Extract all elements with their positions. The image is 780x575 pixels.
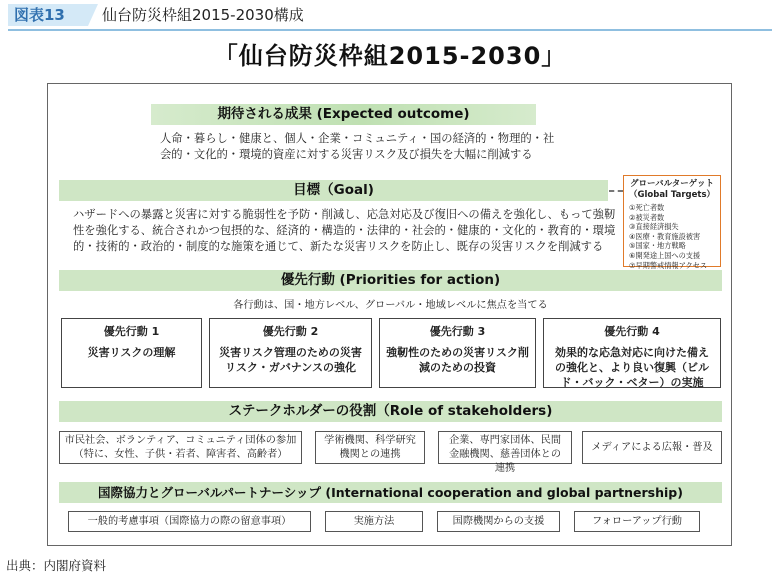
global-targets-box [623,175,721,270]
global-target-item: ④医療・教育施設被害 [629,231,701,241]
international-box-4: フォローアップ行動 [574,511,700,532]
stakeholder-box-1: 市民社会、ボランティア、コミュニティ団体の参加（特に、女性、子供・若者、障害者、高齢者） [59,431,302,464]
priority-text: 強靭性のための災害リスク削減のための投資 [386,346,529,374]
priority-text: 災害リスク管理のための災害リスク・ガバナンスの強化 [219,346,362,374]
global-targets-list [629,203,715,270]
priority-box-2 [209,318,372,388]
expected-outcome-line-2: 会的・文化的・環境的資産に対する災害リスク及び損失を大幅に削減する [160,148,533,161]
header-rule [8,29,772,31]
priorities-heading: 優先行動 (Priorities for action) [59,270,722,291]
global-target-item: ①死亡者数 [629,203,665,212]
priority-box-4 [543,318,721,388]
priorities-note: 各行動は、国・地方レベル、グローバル・地域レベルに焦点を当てる [233,300,548,311]
priority-box-1 [61,318,202,388]
international-box-1: 一般的考慮事項（国際協力の際の留意事項） [68,511,311,532]
expected-outcome-text [160,131,580,163]
global-targets-title [629,179,715,201]
figure-caption: 仙台防災枠組2015-2030構成 [102,6,304,24]
goal-heading: 目標（Goal) [59,180,608,201]
expected-outcome-line-1: 人命・暮らし・健康と、個人・企業・コミュニティ・国の経済的・物理的・社 [160,132,555,145]
tag-separator [88,4,98,26]
global-target-item: ③直接経済損失 [629,222,679,232]
stakeholder-box-3: 企業、専門家団体、民間金融機関、慈善団体との連携 [438,431,572,464]
stakeholders-heading: ステークホルダーの役割（Role of stakeholders) [59,401,722,422]
international-heading: 国際協力とグローバルパートナーシップ (International cooperation and global partnership) [59,482,722,503]
global-target-item: ⑦早期警戒情報アクセス [629,260,708,270]
priority-label: 優先行動 2 [262,325,319,338]
page-title: 「仙台防災枠組2015-2030」 [213,42,567,70]
international-box-2: 実施方法 [325,511,423,532]
global-target-item: ⑥開発途上国への支援 [629,250,701,260]
goal-text [73,207,618,255]
figure-tag: 図表13 [8,4,88,26]
goal-line-1: ハザードへの暴露と災害に対する脆弱性を予防・削減し、応急対応及び復旧への備えを強化し、もって強靭 [73,208,616,221]
priority-text: 効果的な応急対応に向けた備えの強化と、より良い復興（ビルド・バック・ベター）の実施 [555,346,709,389]
global-targets-title-jp: グローバルターゲット [630,179,714,189]
priority-label: 優先行動 1 [103,325,160,338]
global-target-item: ⑤国家・地方戦略 [629,241,686,251]
stakeholder-box-4: メディアによる広報・普及 [582,431,722,464]
goal-line-3: 的・技術的・政治的・制度的な施策を通じて、新たな災害リスクを防止し、既存の災害リスクを削減する [73,240,604,253]
priority-text: 災害リスクの理解 [87,346,176,359]
source-note: 出典：内閣府資料 [6,558,107,573]
goal-line-2: 性を強化する、統合されかつ包摂的な、経済的・構造的・法律的・社会的・健康的・文化的・教育的・環境 [73,224,616,237]
expected-outcome-heading: 期待される成果 (Expected outcome) [151,104,536,125]
priority-box-3 [379,318,536,388]
international-box-3: 国際機関からの支援 [437,511,560,532]
global-target-item: ②被災者数 [629,212,665,222]
global-targets-title-en: （Global Targets） [629,190,716,200]
priority-label: 優先行動 3 [429,325,486,338]
stakeholder-box-2: 学術機関、科学研究機関との連携 [315,431,425,464]
goal-target-connector [609,190,623,192]
priority-label: 優先行動 4 [604,325,660,338]
